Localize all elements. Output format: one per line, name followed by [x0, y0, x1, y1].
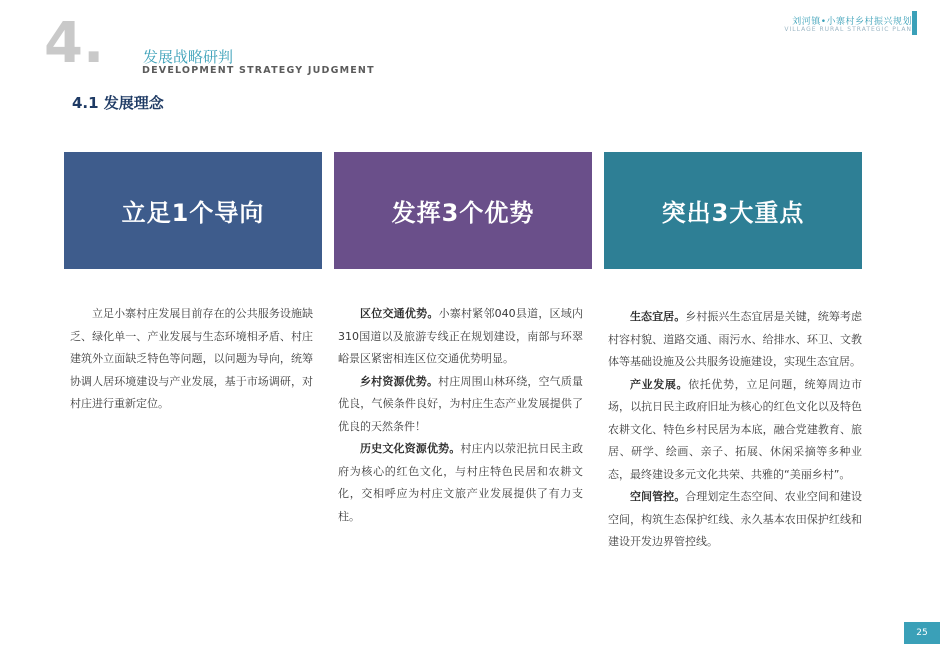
paragraph-body: 村庄内以荥汜抗日民主政府为核心的红色文化，与村庄特色民居和农耕文化，交相呼应为村庄文旅产业发展提供了有力支柱。	[338, 442, 584, 523]
section-title-english: DEVELOPMENT STRATEGY JUDGMENT	[142, 65, 375, 76]
chevron-right-icon	[592, 204, 602, 218]
section-number: 4.	[44, 11, 105, 76]
chevron-right-icon	[322, 204, 332, 218]
section-title: 发展战略研判	[143, 48, 234, 66]
paragraph	[338, 438, 583, 528]
column-orientation	[70, 303, 313, 416]
paragraph-heading: 产业发展。	[630, 377, 689, 391]
concept-box-priorities: 突出3大重点	[604, 152, 862, 269]
paragraph	[338, 371, 583, 439]
paragraph-body: 乡村振兴生态宜居是关键，统筹考虑村容村貌、道路交通、雨污水、给排水、环卫、文教体等基础设施及公共服务设施建设，实现生态宜居。	[608, 310, 862, 368]
paragraph-body: 合理划定生态空间、农业空间和建设空间，构筑生态保护红线、永久基本农田保护红线和建设开发边界管控线。	[608, 490, 862, 548]
paragraph: 立足小寨村庄发展目前存在的公共服务设施缺乏、绿化单一、产业发展与生态环境相矛盾、村庄建筑外立面缺乏特色等问题，以问题为导向，统筹协调人居环境建设与产业发展，基于市场调研，对村庄进行重新定位。	[70, 307, 313, 410]
paragraph	[608, 306, 862, 374]
brand-subtitle: VILLAGE RURAL STRATEGIC PLAN	[784, 26, 912, 33]
paragraph-heading: 乡村资源优势。	[360, 374, 439, 388]
paragraph-heading: 区位交通优势。	[360, 307, 439, 320]
paragraph-heading: 生态宜居。	[630, 310, 686, 323]
brand-title: 刘河镇•小寨村乡村振兴规划	[792, 17, 912, 27]
paragraph-heading: 历史文化资源优势。	[360, 442, 461, 455]
paragraph-body: 小寨村紧邻040县道，区域内310国道以及旅游专线正在规划建设，南部与环翠峪景区紧密相连区位交通优势明显。	[338, 307, 584, 365]
paragraph	[338, 303, 583, 371]
paragraph	[608, 486, 862, 554]
column-priorities	[608, 306, 862, 554]
paragraph-body: 村庄周围山林环绕，空气质量优良，气候条件良好，为村庄生态产业发展提供了优良的天然条件！	[338, 374, 584, 433]
concept-box-orientation: 立足1个导向	[64, 152, 322, 269]
page-number: 25	[904, 622, 940, 644]
paragraph	[608, 374, 862, 487]
brand-accent-bar	[912, 11, 917, 35]
paragraph-body: 依托优势，立足问题，统筹周边市场，以抗日民主政府旧址为核心的红色文化以及特色农耕文化、特色乡村民居为本底，融合党建教育、旅居、研学、绘画、亲子、拓展、休闲采摘等多种业态，最终建设多元文化共荣、共雅的“美丽乡村”。	[608, 377, 863, 481]
concept-box-advantages: 发挥3个优势	[334, 152, 592, 269]
paragraph-heading: 空间管控。	[630, 490, 686, 503]
column-advantages	[338, 303, 583, 528]
page-subtitle: 4.1 发展理念	[72, 94, 164, 112]
